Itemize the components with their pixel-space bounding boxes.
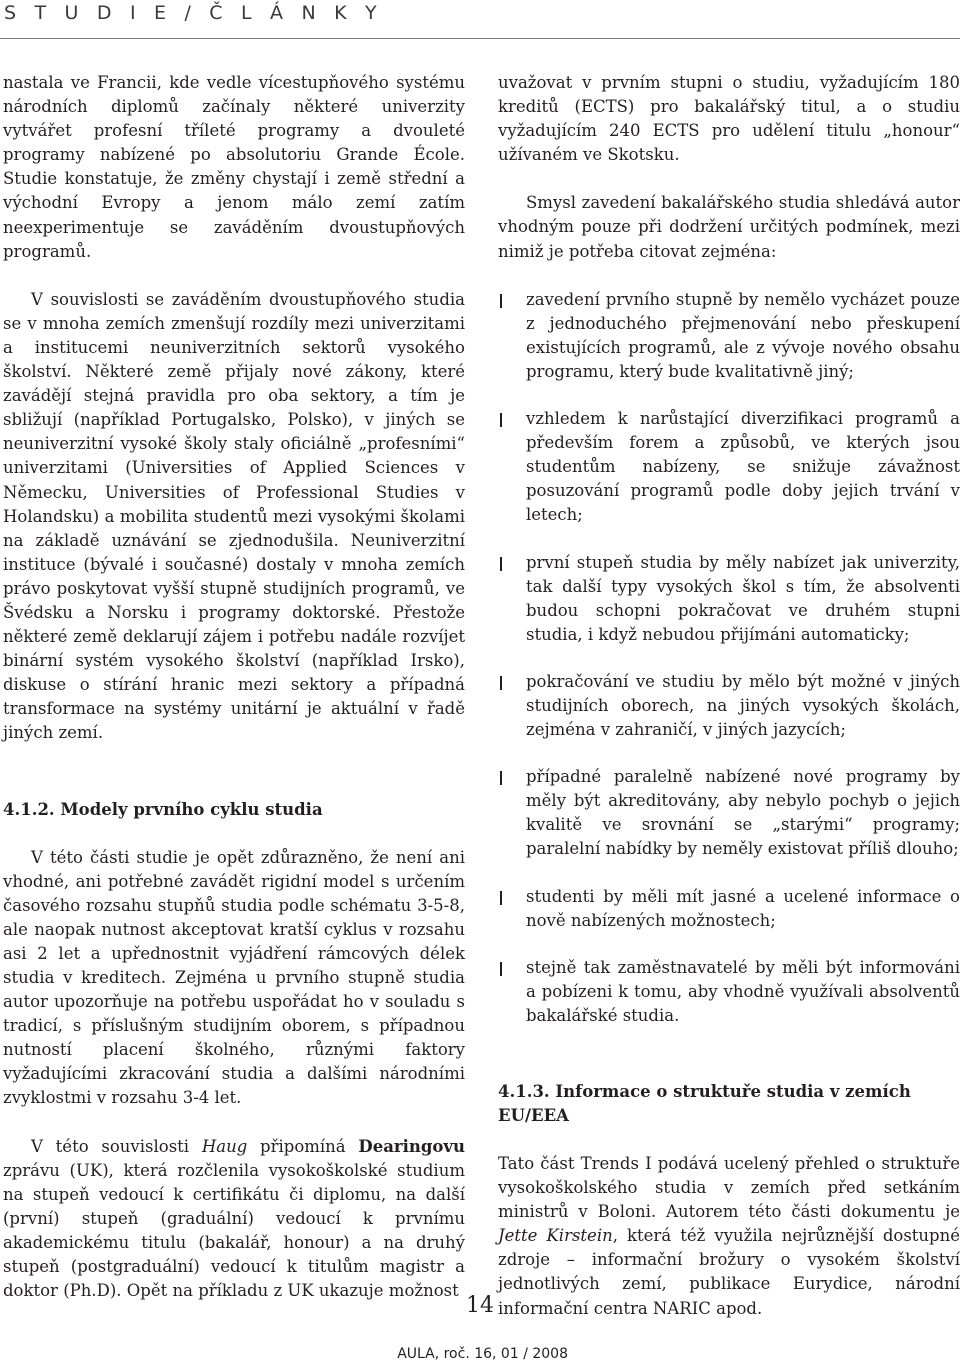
paragraph: uvažovat v prvním stupni o studiu, vyžadujícím 180 kreditů (ECTS) pro bakalářský titul, a o studiu vyžadujícím 240 ECTS pro udělení titulu „honour“ užívaném ve Skotsku. <box>498 73 960 165</box>
text-run: zprávu (UK), která rozčlenila vysokoškolské studium na stupeň vedoucí k certifikátu či diplomu, na další (první) stupeň (graduální) vedoucí k prvnímu akademickému titulu (bakalář, honour) a na druhý stupeň (postgraduální) vedoucí k titulům magistr a doktor (Ph.D). Opět na příkladu z UK ukazuje možnost <box>3 1160 465 1301</box>
bullet-mark-icon <box>500 676 502 690</box>
paragraph: V této části studie je opět zdůrazněno, že není ani vhodné, ani potřebné zavádět rigidní model s určením časového rozsahu stupňů studia podle schématu 3-5-8, ale naopak nutnost akceptovat kratší cyklus v rozsahu asi 2 let a upřednostnit vyjádření rámcových délek studia v kreditech. Zejména u prvního stupně studia autor upozorňuje na potřebu uspořádat ho v souladu s tradicí, s příslušným studijním oborem, s případnou nutností placení školného, různými faktory vyžadujícími zkracování studia a dalšími národními zvyklostmi v rozsahu 3-4 let. <box>3 847 465 1108</box>
bullet-mark-icon <box>500 413 502 427</box>
header-rule <box>0 38 960 39</box>
right-column <box>498 71 960 1345</box>
list-item <box>498 956 960 1028</box>
text-run: připomíná <box>247 1136 359 1156</box>
list-item-text: první stupeň studia by měly nabízet jak univerzity, tak další typy vysokých škol s tím, že absolventi budou schopni pokračovat ve druhém stupni studia, i když nebudou přijímáni automaticky; <box>526 552 960 644</box>
text-run: V této souvislosti <box>31 1136 202 1156</box>
text-run: Tato část Trends I podává ucelený přehled o struktuře vysokoškolského studia v zemích před setkáním ministrů v Boloni. Autorem této části dokumentu je <box>498 1154 960 1222</box>
bullet-mark-icon <box>500 557 502 571</box>
list-item <box>498 407 960 527</box>
page-number: 14 <box>466 1293 494 1318</box>
list-item <box>498 885 960 933</box>
bullet-mark-icon <box>500 771 502 785</box>
paragraph <box>3 1135 465 1304</box>
left-column <box>3 71 465 1327</box>
list-item-text: případné paralelně nabízené nové programy by měly být akreditovány, aby nebylo pochyb o jejich kvalitě ve srovnání se „starými“ programy; paralelní nabídky by neměly existovat příliš dlouho; <box>526 767 960 859</box>
author-name: Haug <box>201 1136 248 1156</box>
text-run: , která též využila nejrůznější dostupné zdroje – informační brožury o vysokém školství jednotlivých zemí, publikace Eurydice, národní informační centra NARIC apod. <box>498 1226 960 1318</box>
paragraph: V souvislosti se zaváděním dvoustupňového studia se v mnoha zemích zmenšují rozdíly mezi univerzitami a institucemi neuniverzitních sektorů vysokého školství. Některé země přijaly nové zákony, které zavádějí stejná pravidla pro oba sektory, a tím je sbližují (například Portugalsko, Polsko), v jiných se neuniverzitní vysoké školy staly oficiálně „profesními“ univerzitami (Universities of Applied Sciences v Německu, Universities of Professional Studies v Holandsku) a mobilita studentů mezi vysokými školami na základě uznávání se zjednodušila. Neuniverzitní instituce (bývalé i současné) dostaly v mnoha zemích právo poskytovat vyšší stupně studijních programů, ve Švédsku a Norsku i programy doktorské. Přestože některé země deklarují zájem i potřebu nadále rozvíjet binární systém vysokého školství (například Irsko), diskuse o stírání hranic mezi sektory a případná transformace na systémy unitární je aktuální v řadě jiných zemí. <box>3 289 465 743</box>
bullet-mark-icon <box>500 962 502 976</box>
list-item <box>498 551 960 647</box>
bullet-mark-icon <box>500 891 502 905</box>
list-item-text: vzhledem k narůstající diverzifikaci programů a především forem a způsobů, ve kterých jsou studentům nabízeny, se snižuje závažnost posuzování programů podle doby jejich trvání v letech; <box>526 409 960 525</box>
list-item <box>498 765 960 861</box>
bullet-mark-icon <box>500 294 502 308</box>
author-name: Jette Kirstein <box>498 1226 613 1246</box>
list-item-text: studenti by měli mít jasné a ucelené informace o nově nabízených možnostech; <box>526 886 960 930</box>
section-heading: 4.1.2. Modely prvního cyklu studia <box>3 799 323 819</box>
list-item-text: zavedení prvního stupně by nemělo vycházet pouze z jednoduchého přejmenování nebo přeskupení existujících programů, ale z vývoje nového obsahu programu, který bude kvalitativně jiný; <box>526 289 960 381</box>
report-name: Dearingovu <box>358 1136 465 1156</box>
list-item-text: pokračování ve studiu by mělo být možné v jiných studijních oborech, na jiných vysokých školách, zejména v zahraničí, v jiných jazycích; <box>526 671 960 740</box>
section-heading: 4.1.3. Informace o struktuře studia v zemích EU/EEA <box>498 1082 911 1125</box>
list-item-text: stejně tak zaměstnavatelé by měli být informováni a pobízeni k tomu, aby vhodně využívali absolventů bakalářské studia. <box>526 957 960 1025</box>
footer-citation: AULA, roč. 16, 01 / 2008 <box>397 1346 568 1362</box>
paragraph: nastala ve Francii, kde vedle vícestupňového systému národních diplomů začínaly některé univerzity vytvářet profesní tříleté programy a dvouleté programy nabízené po absolutoriu Grande École. Studie konstatuje, že změny chystají i země střední a východní Evropy a jenom málo zemí zatím neexperimentuje se zaváděním dvoustupňových programů. <box>3 73 465 261</box>
list-item <box>498 288 960 384</box>
conditions-list <box>498 288 960 1028</box>
section-header: S T U D I E / Č L Á N K Y <box>4 2 383 24</box>
paragraph: Smysl zavedení bakalářského studia shledává autor vhodným pouze při dodržení určitých podmínek, mezi nimiž je potřeba citovat zejména: <box>498 193 960 261</box>
list-item <box>498 670 960 742</box>
